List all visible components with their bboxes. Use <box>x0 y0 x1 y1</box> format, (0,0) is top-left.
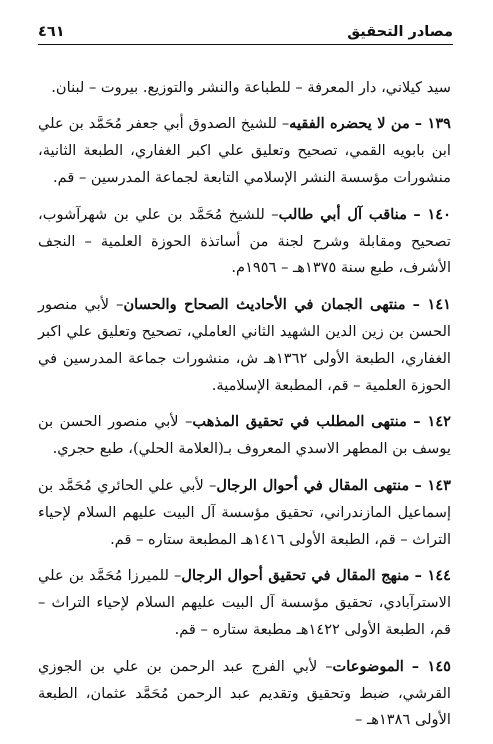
entry-title: من لا يحضره الفقيه <box>289 115 410 133</box>
bibliography-entry-144 <box>38 563 451 643</box>
bibliography-entry-143 <box>38 473 451 553</box>
entry-details: – لأبي منصور الحسن بن يوسف بن المطهر الاسدي المعروف بـ(العلامة الحلي)، طبع حجري. <box>38 413 451 458</box>
bibliography-entry-139 <box>38 111 451 191</box>
entry-details: – لأبي الفرج عبد الرحمن بن علي بن الجوزي القرشي، ضبط وتحقيق وتقديم عبد الرحمن مُحَمَّد عثمان، الطبعة الأولى ١٣٨٦هـ – <box>38 657 451 729</box>
entry-number: ١٣٩ – <box>414 115 451 133</box>
bibliography-entry-142 <box>38 409 451 463</box>
entry-details: – للشيخ مُحَمَّد بن علي بن شهرآشوب، تصحيح ومقابلة وشرح لجنة من أساتذة الحوزة العلمية – النجف الأشرف، طبع سنة ١٣٧٥هـ – ١٩٥٦م. <box>38 205 451 277</box>
entry-number: ١٤٠ – <box>413 205 451 223</box>
entry-title: مناقب آل أبي طالب <box>278 205 407 223</box>
entry-title: منتهى المقال في أحوال الرجال <box>216 476 410 494</box>
entry-details: – لأبي علي الحائري مُحَمَّد بن إسماعيل المازندراني، تحقيق مؤسسة آل البيت عليهم السلام لإحياء التراث – قم، الطبعة الأولى ١٤١٦هـ المطبعة ستاره – قم. <box>38 476 451 548</box>
entry-number: ١٤٣ – <box>414 476 451 494</box>
page-number: ٤٦١ <box>38 24 65 40</box>
entry-title: منتهى المطلب في تحقيق المذهب <box>192 413 407 431</box>
entry-number: ١٤١ – <box>412 296 451 314</box>
entry-title: الموضوعات <box>332 657 404 675</box>
page-header <box>38 24 453 45</box>
bibliography-entry-141 <box>38 292 451 399</box>
entry-number: ١٤٢ – <box>413 413 451 431</box>
page-body <box>38 60 451 744</box>
continued-text: سيد كيلاني، دار المعرفة – للطباعة والنشر والتوزيع. بيروت – لبنان. <box>51 78 451 96</box>
entry-title: منهج المقال في تحقيق أحوال الرجال <box>181 567 410 585</box>
entry-details: – للشيخ الصدوق أبي جعفر مُحَمَّد بن علي ابن بابويه القمي، تصحيح وتعليق علي اكبر الغفاري، الطبعة الثانية، منشورات مؤسسة النشر الإسلامي التابعة لجماعة المدرسين – قم. <box>38 115 451 186</box>
entry-title: منتهى الجمان في الأحاديث الصحاح والحسان <box>123 296 406 314</box>
entry-details: – للميرزا مُحَمَّد بن علي الاسترآبادي، تحقيق مؤسسة آل البيت عليهم السلام لإحياء التراث – قم، الطبعة الأولى ١٤٢٢هـ مطبعة ستاره – قم. <box>38 567 451 638</box>
running-title: مصادر التحقيق <box>347 24 453 40</box>
bibliography-entry-145 <box>38 654 451 734</box>
entry-details: – لأبي منصور الحسن بن زين الدين الشهيد الثاني العاملي، تصحيح وتعليق علي اكبر الغفاري، الطبعة الأولى ١٣٦٢هـ ش، منشورات جماعة المدرسين في الحوزة العلمية – قم، المطبعة الإسلامية. <box>38 296 451 394</box>
entry-number: ١٤٤ – <box>414 567 452 585</box>
bibliography-entry-140 <box>38 202 451 282</box>
entry-number: ١٤٥ – <box>411 657 451 675</box>
